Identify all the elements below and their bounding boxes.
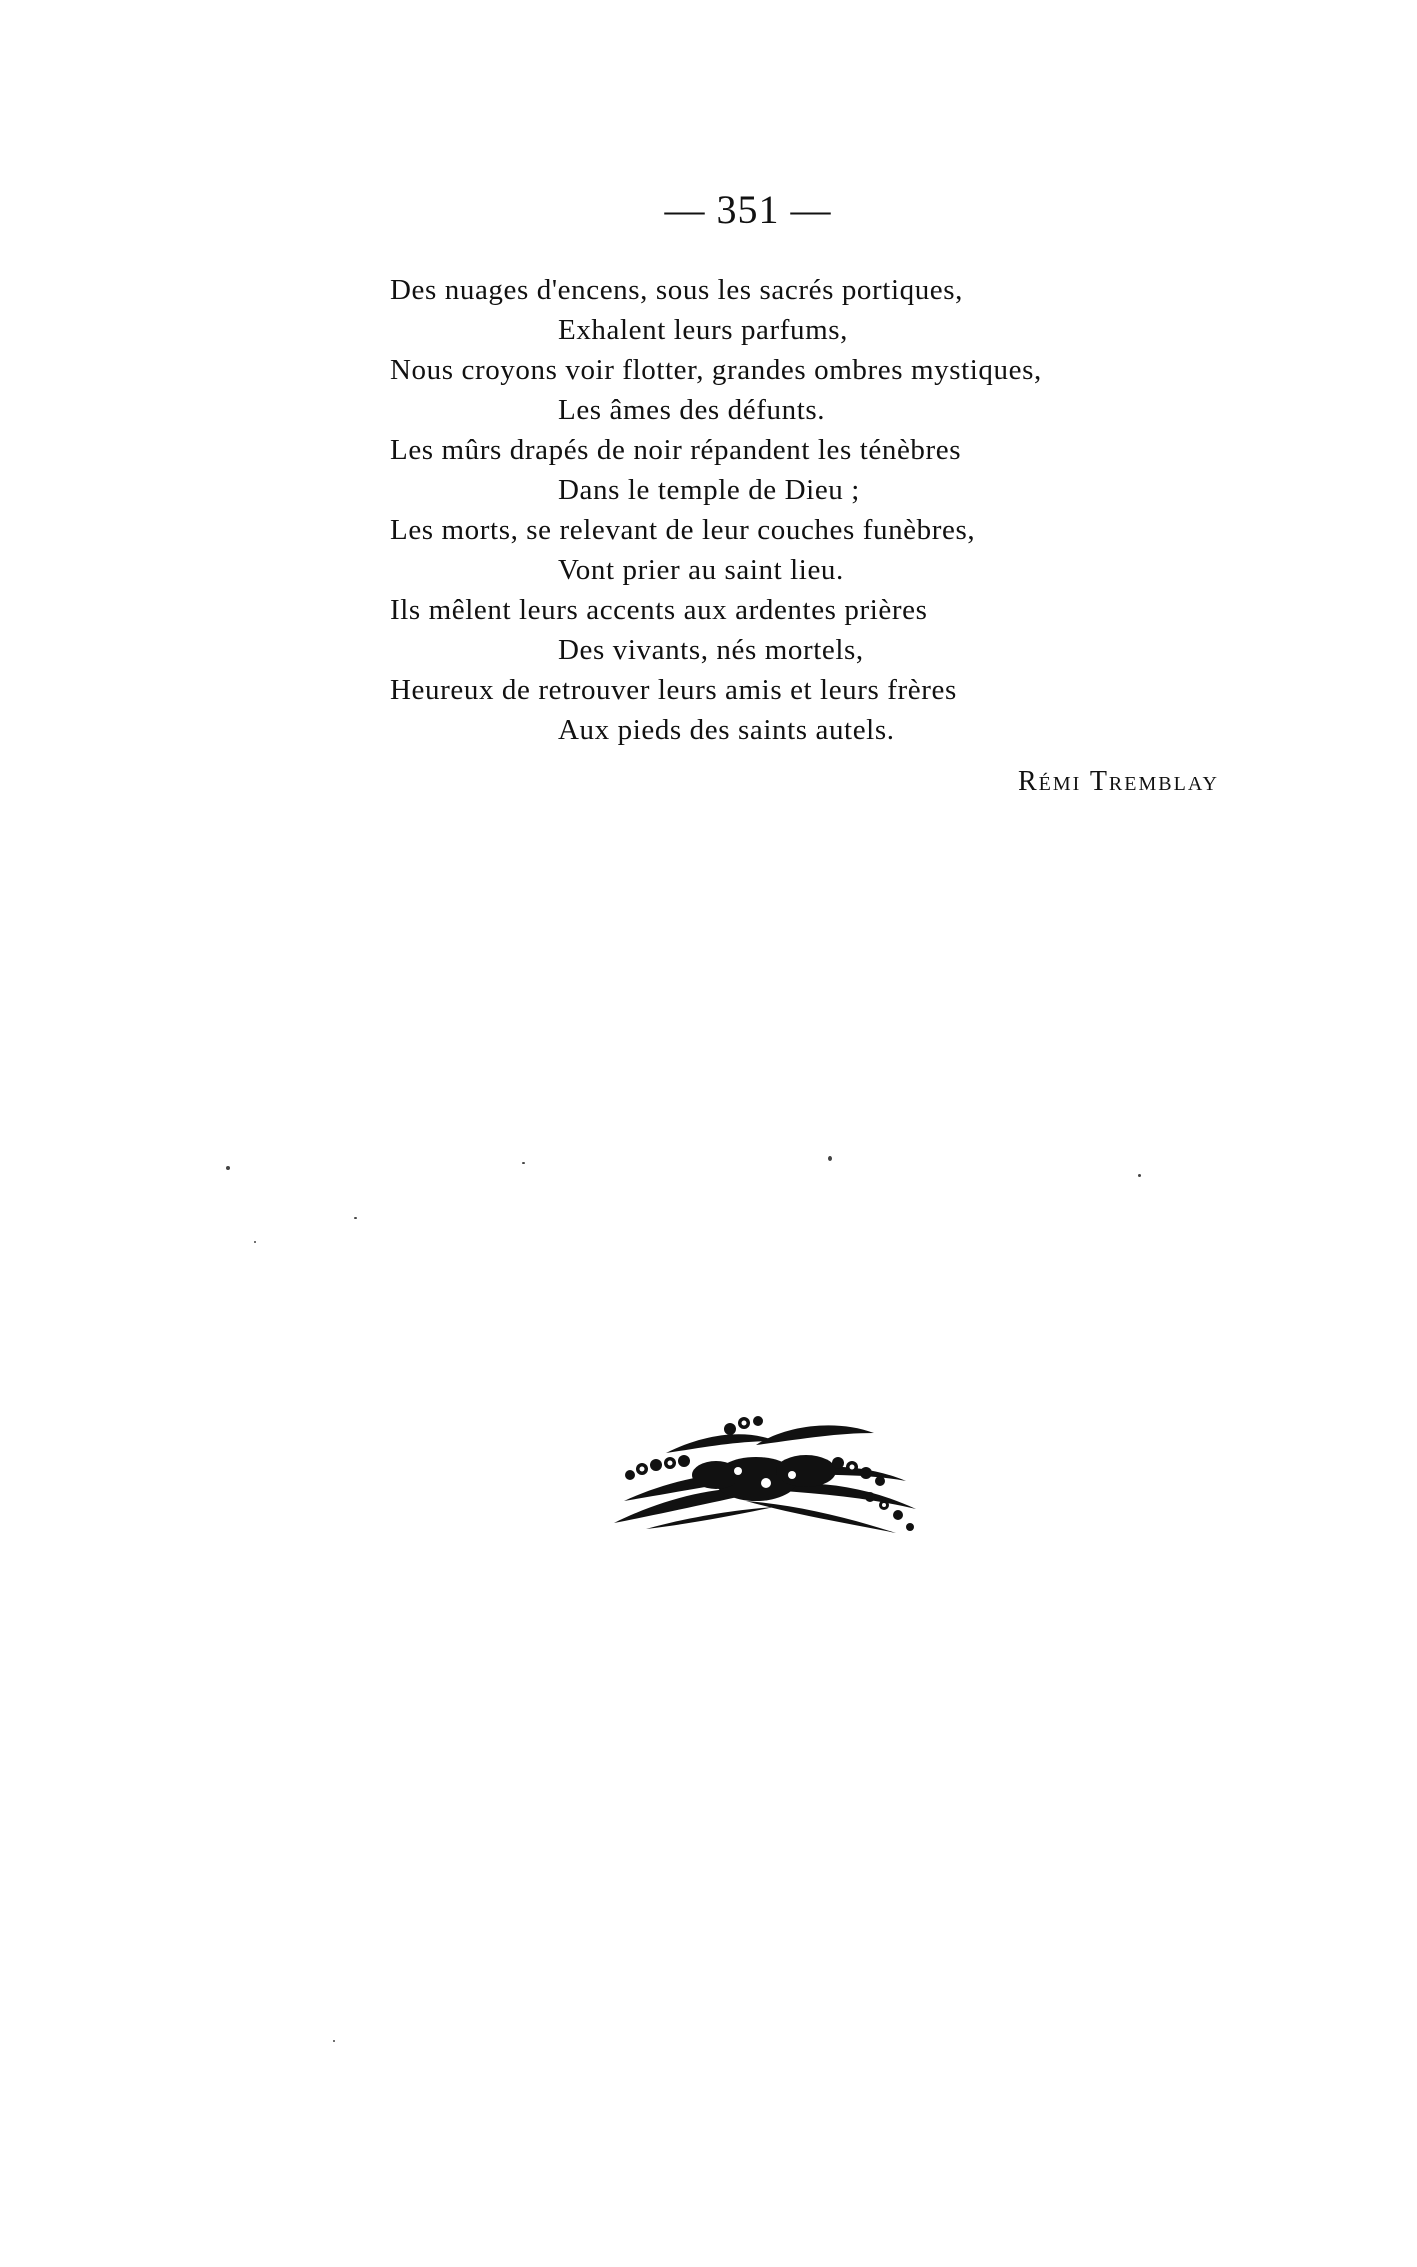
scan-speck [254,1241,256,1243]
poem-line: Ils mêlent leurs accents aux ardentes prières [390,594,928,626]
poem-line: Les âmes des défunts. [558,394,826,426]
poem-line: Les mûrs drapés de noir répandent les ténèbres [390,434,962,466]
poem-line: Heureux de retrouver leurs amis et leurs frères [390,674,957,706]
poem [390,270,1290,750]
scan-speck [354,1217,357,1219]
poem-line: Vont prier au saint lieu. [558,554,844,586]
poem-line: Nous croyons voir flotter, grandes ombres mystiques, [390,354,1042,386]
poem-line: Les morts, se relevant de leur couches funèbres, [390,514,976,546]
poem-line: Exhalent leurs parfums, [558,314,849,346]
scan-speck [333,2040,335,2042]
lily-of-the-valley-ornament-icon [606,1405,926,1535]
poem-line: Des vivants, nés mortels, [558,634,864,666]
scan-speck [1138,1174,1141,1177]
scan-speck [828,1156,832,1161]
poem-line: Des nuages d'encens, sous les sacrés portiques, [390,274,964,306]
scan-speck [522,1162,525,1164]
poem-author: Rémi Tremblay [1018,766,1219,797]
scan-speck [226,1166,230,1170]
poem-line: Aux pieds des saints autels. [558,714,895,746]
page-number: — 351 — [664,187,832,232]
poem-line: Dans le temple de Dieu ; [558,474,860,506]
